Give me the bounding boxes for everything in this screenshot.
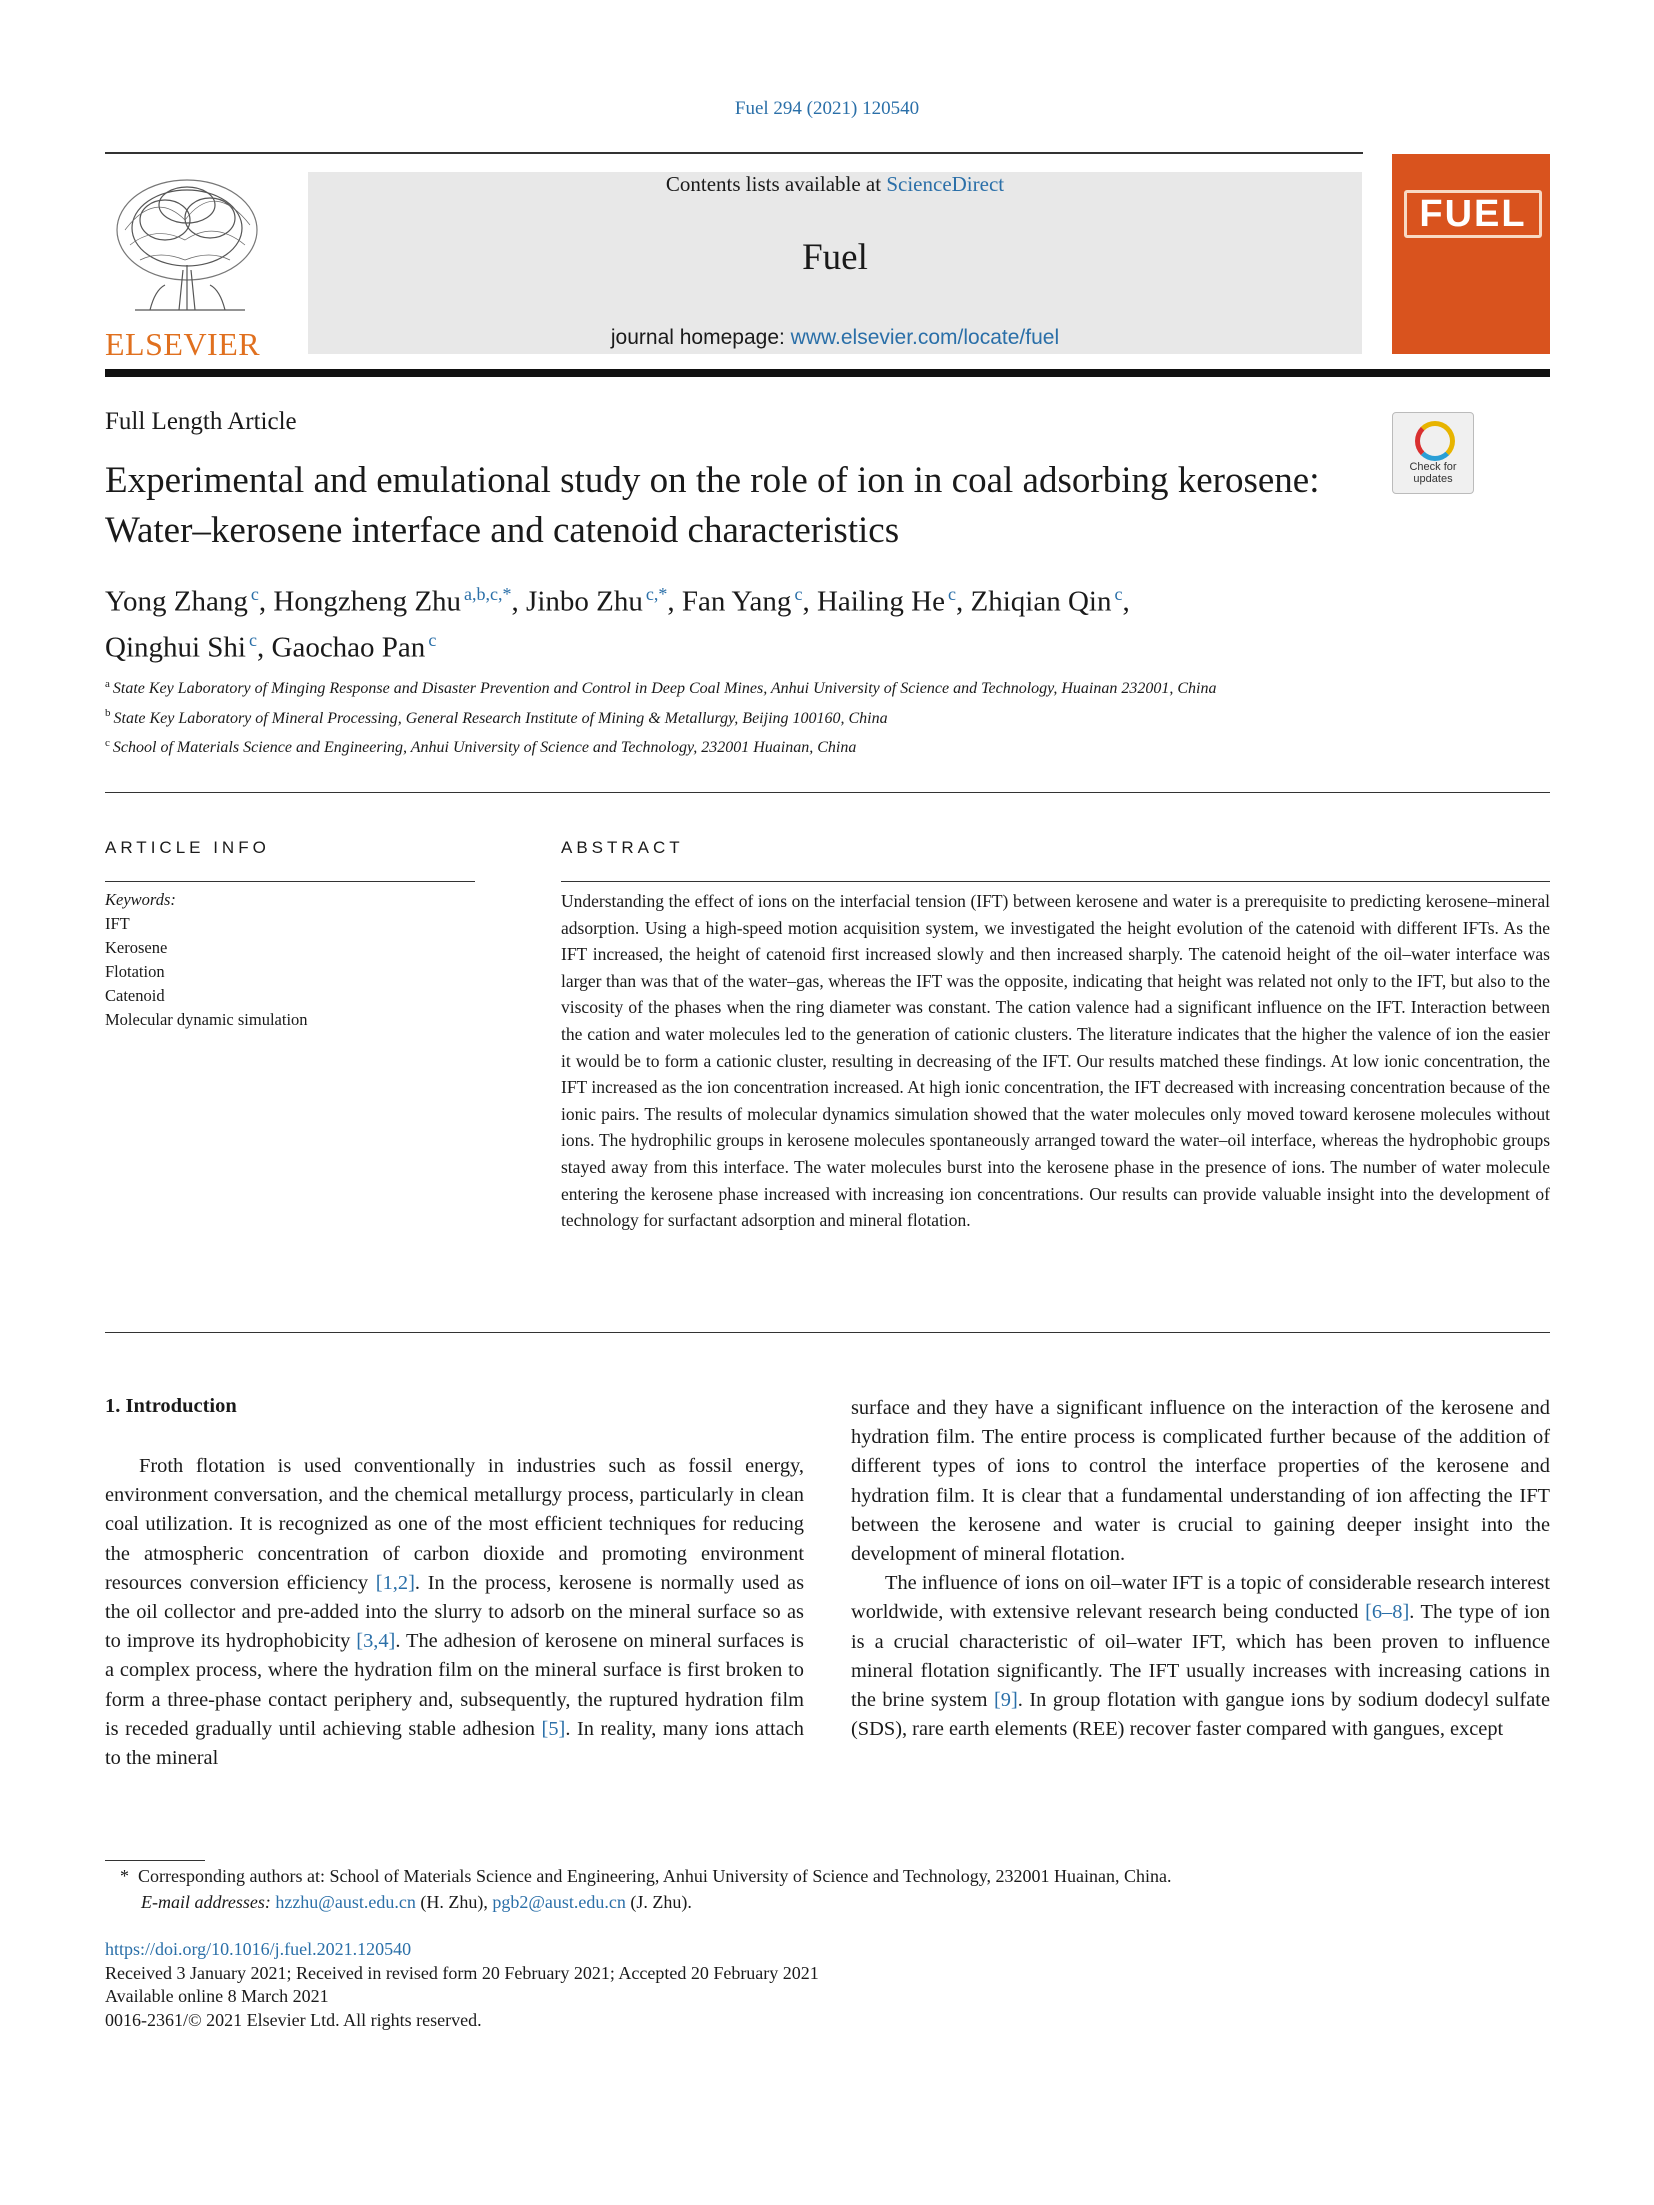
text-run: . In the process, kerosene is normally used as the oil collector and pre-added into the slurry to adsorb on the mineral surface so as to improve its hydrophobicity	[105, 1571, 804, 1653]
cover-title-frame	[1404, 190, 1542, 238]
keyword-list	[105, 912, 475, 1032]
keyword-item: Catenoid	[105, 986, 165, 1005]
author-name[interactable]: Hongzheng Zhu	[273, 585, 462, 618]
author-name[interactable]: Fan Yang	[681, 585, 792, 618]
homepage-prefix: journal homepage:	[610, 326, 791, 349]
sciencedirect-link[interactable]: ScienceDirect	[886, 172, 1005, 196]
author-affiliation-mark[interactable]: c	[249, 629, 257, 650]
section-heading-introduction: 1. Introduction	[105, 1395, 237, 1417]
elsevier-wordmark: ELSEVIER	[105, 326, 261, 362]
affiliation-mark: b	[105, 707, 111, 720]
journal-reference-link[interactable]: Fuel 294 (2021) 120540	[734, 98, 920, 119]
affiliation-list	[105, 672, 1365, 760]
keyword-item: Flotation	[105, 962, 165, 981]
author-separator: ,	[257, 631, 272, 664]
author-affiliation-mark[interactable]: a,b,c,*	[464, 584, 512, 604]
footnote-rule	[105, 1860, 205, 1861]
author-affiliation-mark[interactable]: c,*	[645, 584, 668, 604]
author-separator: ,	[667, 585, 682, 618]
title-rule	[105, 792, 1550, 793]
doi-link[interactable]: https://doi.org/10.1016/j.fuel.2021.120540	[105, 1939, 412, 1959]
author-separator: ,	[1122, 585, 1130, 618]
citation-link[interactable]: [3,4]	[356, 1630, 396, 1653]
text-run: . The adhesion of kerosene on mineral surfaces is a complex process, where the hydration film on the mineral surface is first broken to form a three-phase contact periphery and, subsequently, the ruptured hydration film is receded gradually until achieving stable adhesion	[105, 1630, 804, 1740]
header-thick-rule	[105, 369, 1550, 377]
corresponding-line	[120, 1863, 1540, 1889]
corresponding-author-footnote	[120, 1863, 1540, 1915]
check-updates-icon	[1415, 421, 1455, 461]
author-name[interactable]: Gaochao Pan	[271, 631, 426, 664]
journal-cover-thumbnail[interactable]	[1392, 154, 1550, 354]
received-dates: Received 3 January 2021; Received in revised form 20 February 2021; Accepted 20 February 2021	[105, 1962, 819, 1983]
article-info-rule	[105, 881, 475, 882]
available-online: Available online 8 March 2021	[105, 1986, 329, 2006]
intro-paragraph-1-cont: surface and they have a significant influence on the interaction of the kerosene and hydration film. The entire process is complicated further because of the addition of different types of ions to control the interface properties of the kerosene and hydration film. It is clear that a fundamental understanding of ion affecting the IFT between the kerosene and water is crucial to gaining deeper insight into the development of mineral flotation.	[851, 1397, 1550, 1566]
text-run: . The type of ion is a crucial characteristic of oil–water IFT, which has been proven to influence mineral flotation significantly. The IFT usually increases with increasing cations in the brine system	[851, 1601, 1550, 1712]
body-column-left	[105, 1452, 804, 1773]
text-run: . In reality, many ions attach to the mineral	[105, 1717, 804, 1770]
email-owner: (J. Zhu).	[625, 1892, 692, 1912]
affiliation-item	[105, 731, 1365, 760]
citation-link[interactable]: [6–8]	[1365, 1601, 1410, 1624]
author-affiliation-mark[interactable]: c	[794, 584, 803, 604]
text-run: Froth flotation is used conventionally in industries such as fossil energy, environment conversation, and the chemical metallurgy process, particularly in clean coal utilization. It is recognized as one of the most efficient techniques for reducing the atmospheric concentration of carbon dioxide and promoting environment resources conversion efficiency	[105, 1455, 804, 1594]
contents-available-line	[308, 172, 1362, 197]
affiliation-text: State Key Laboratory of Minging Response and Disaster Prevention and Control in Deep Coal Mines, Anhui University of Science and Technology, Huainan 232001, China	[112, 680, 1217, 698]
copyright: 0016-2361/© 2021 Elsevier Ltd. All rights reserved.	[105, 2009, 482, 2030]
check-for-updates-badge[interactable]	[1392, 412, 1474, 494]
author-affiliation-mark[interactable]: c	[428, 629, 437, 650]
keywords-label: Keywords:	[105, 890, 176, 909]
affiliation-mark: a	[105, 678, 110, 690]
affiliation-text: State Key Laboratory of Mineral Processing, General Research Institute of Mining & Metallurgy, Beijing 100160, China	[113, 709, 888, 727]
author-name[interactable]: Zhiqian Qin	[970, 585, 1112, 618]
author-affiliation-mark[interactable]: c	[250, 584, 259, 604]
author-name[interactable]: Yong Zhang	[105, 585, 248, 618]
author-affiliation-mark[interactable]: c	[1114, 584, 1123, 604]
email-link-pgb2[interactable]: pgb2@aust.edu.cn	[492, 1892, 626, 1912]
keyword-item: Kerosene	[105, 938, 168, 957]
corresponding-text: Corresponding authors at: School of Materials Science and Engineering, Anhui University of Science and Technology, 232001 Huainan, China.	[138, 1866, 1172, 1886]
affiliation-text: School of Materials Science and Engineering, Anhui University of Science and Technology, 232001 Huainan, China	[112, 738, 857, 756]
author-name[interactable]: Hailing He	[816, 585, 945, 618]
journal-homepage-link[interactable]: www.elsevier.com/locate/fuel	[790, 326, 1060, 349]
abstract-rule	[561, 881, 1550, 882]
intro-paragraph-2	[851, 1569, 1550, 1744]
author-affiliation-mark[interactable]: c	[948, 584, 956, 604]
abstract-end-rule	[105, 1332, 1550, 1333]
keyword-item: IFT	[105, 914, 130, 933]
article-info-heading: ARTICLE INFO	[105, 838, 270, 857]
affiliation-item	[105, 672, 1365, 701]
article-type: Full Length Article	[105, 408, 297, 435]
check-updates-label: Check for updates	[1409, 461, 1457, 485]
contents-prefix: Contents lists available at	[665, 172, 887, 196]
email-owner: (H. Zhu),	[415, 1892, 493, 1912]
email-line	[120, 1889, 1540, 1915]
footnote-mark: *	[120, 1866, 129, 1886]
publication-info	[105, 1938, 1305, 2032]
affiliation-mark: c	[105, 736, 110, 749]
intro-paragraph-1	[105, 1452, 804, 1773]
citation-link[interactable]: [5]	[541, 1717, 566, 1740]
citation-link[interactable]: [9]	[993, 1689, 1018, 1712]
author-separator: ,	[956, 585, 971, 618]
abstract-text: Understanding the effect of ions on the interfacial tension (IFT) between kerosene and water is a prerequisite to predicting kerosene–mineral adsorption. Using a high-speed motion acquisition system, we investigated the height evolution of the catenoid with different IFTs. As the IFT increased, the height of catenoid first increased slowly and then increased sharply. The catenoid height of the oil–water interface was larger than was that of the water–gas, whereas the IFT was the opposite, indicating that height was related not only to the IFT, but also to the viscosity of the phases when the ring diameter was constant. The cation valence had a significant influence on the IFT. Interaction between the cation and water molecules led to the generation of cationic clusters. The literature indicates that the higher the valence of ion the easier it would be to form a cationic cluster, resulting in decreasing of the IFT. Our results matched these findings. At low ionic concentration, the IFT increased as the ion concentration increased. At high ionic concentration, the IFT decreased with increasing concentration because of the ionic pairs. The results of molecular dynamics simulation showed that the water molecules only moved toward kerosene molecules without ions. The hydrophilic groups in kerosene molecules spontaneously arranged toward the water–oil interface, whereas the hydrophobic groups stayed away from this interface. The water molecules burst into the kerosene phase in the presence of ions. The number of water molecule entering the kerosene phase increased with increasing ion concentrations. Our results can provide valuable insight into the development of technology for surfactant adsorption and mineral flotation.	[561, 891, 1550, 1231]
author-separator: ,	[511, 585, 527, 618]
journal-homepage-line	[308, 326, 1362, 350]
email-link-hzzhu[interactable]: hzzhu@aust.edu.cn	[275, 1892, 416, 1912]
body-column-right	[851, 1394, 1550, 1744]
email-label: E-mail addresses:	[141, 1892, 271, 1912]
author-separator: ,	[258, 585, 274, 618]
article-title: Experimental and emulational study on the role of ion in coal adsorbing kerosene: Water–kerosene interface and catenoid characteristics	[105, 460, 1320, 551]
journal-name: Fuel	[802, 237, 868, 278]
header-rule	[105, 152, 1363, 154]
cover-title: FUEL	[1419, 193, 1527, 235]
keywords-block	[105, 888, 475, 1032]
author-separator: ,	[802, 585, 817, 618]
text-run: The influence of ions on oil–water IFT is a topic of considerable research interest worldwide, with extensive relevant research being conducted	[851, 1572, 1550, 1624]
keyword-item: Molecular dynamic simulation	[105, 1010, 308, 1029]
citation-link[interactable]: [1,2]	[375, 1571, 415, 1594]
author-name[interactable]: Jinbo Zhu	[526, 585, 643, 618]
affiliation-item	[105, 701, 1365, 730]
abstract-heading: ABSTRACT	[561, 838, 684, 857]
author-name[interactable]: Qinghui Shi	[105, 631, 246, 664]
author-list	[105, 575, 1335, 666]
text-run: . In group flotation with gangue ions by sodium dodecyl sulfate (SDS), rare earth elements (REE) recover faster compared with gangues, except	[851, 1689, 1550, 1741]
